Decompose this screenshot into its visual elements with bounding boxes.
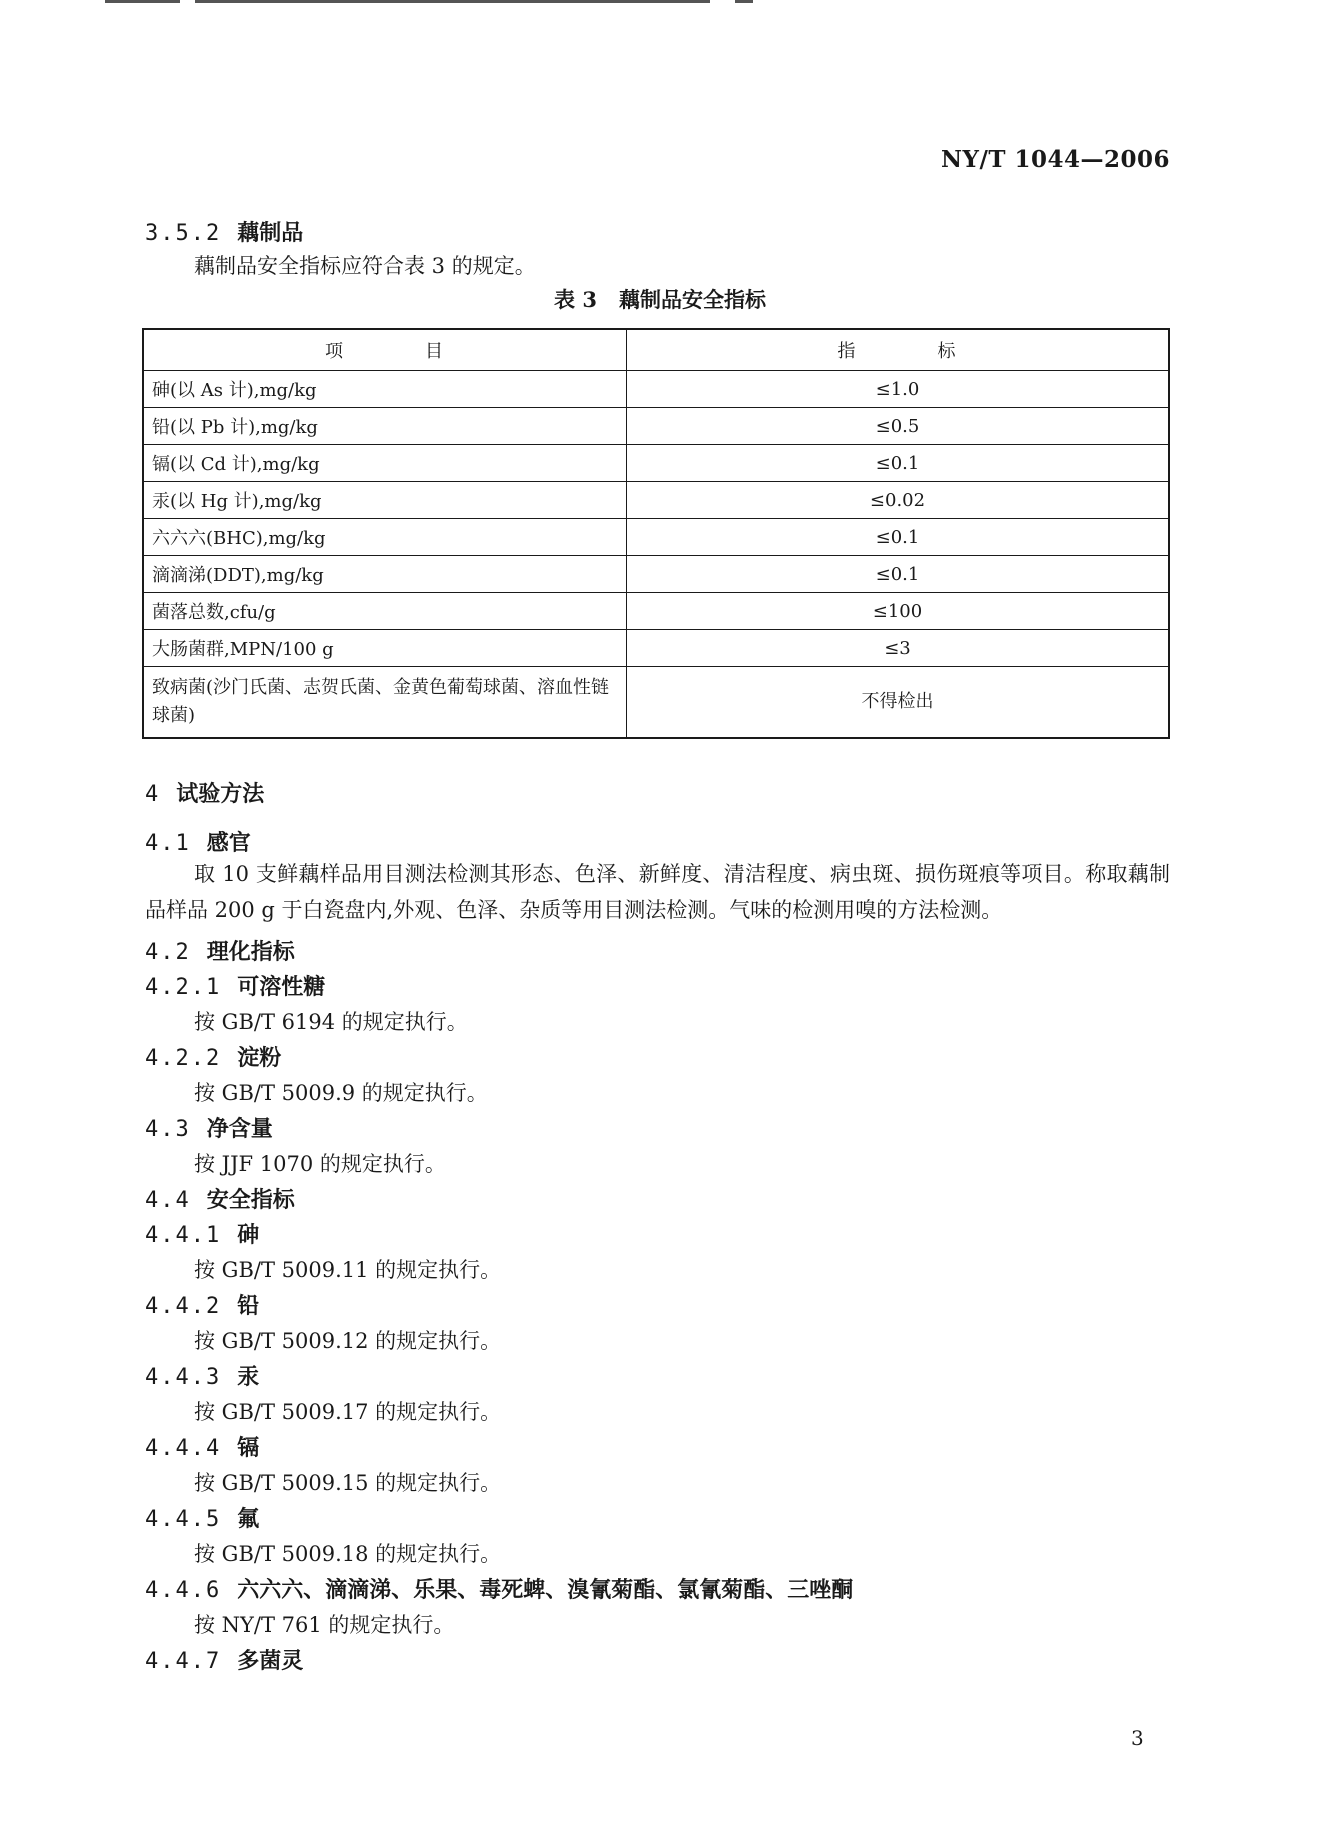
table-row xyxy=(143,593,1169,630)
section-4-4-6-heading xyxy=(145,1573,853,1604)
safety-index-table xyxy=(142,328,1170,739)
section-4-4-heading xyxy=(145,1183,295,1214)
section-title: 可溶性糖 xyxy=(237,974,326,1000)
column-header-item: 项 目 xyxy=(143,329,627,371)
section-number: 4.4.2 xyxy=(145,1294,222,1319)
section-title: 淀粉 xyxy=(237,1045,282,1071)
section-4-4-2-heading xyxy=(145,1289,259,1320)
table-cell-value: 不得检出 xyxy=(627,667,1170,739)
section-4-4-4-heading xyxy=(145,1431,259,1462)
section-4-1-heading xyxy=(145,826,251,857)
section-number: 4.4.4 xyxy=(145,1436,222,1461)
table-row xyxy=(143,445,1169,482)
section-title: 试验方法 xyxy=(176,781,265,807)
section-4-4-3-text: 按 GB/T 5009.17 的规定执行。 xyxy=(194,1400,502,1424)
column-header-index: 指 标 xyxy=(627,329,1170,371)
table-cell-item: 滴滴涕(DDT),mg/kg xyxy=(143,556,627,593)
table-row xyxy=(143,667,1169,739)
section-4-3-text: 按 JJF 1070 的规定执行。 xyxy=(194,1152,446,1176)
section-number: 4.4.3 xyxy=(145,1365,222,1390)
table-cell-value: ≤0.1 xyxy=(627,556,1170,593)
table-cell-item: 大肠菌群,MPN/100 g xyxy=(143,630,627,667)
section-title: 感官 xyxy=(206,830,251,856)
table-cell-value: ≤3 xyxy=(627,630,1170,667)
section-3-5-2-text: 藕制品安全指标应符合表 3 的规定。 xyxy=(194,254,536,278)
scan-edge-line xyxy=(195,0,710,3)
table-row xyxy=(143,519,1169,556)
section-4-heading xyxy=(145,777,264,808)
section-4-4-4-text: 按 GB/T 5009.15 的规定执行。 xyxy=(194,1471,502,1495)
table-cell-item: 砷(以 As 计),mg/kg xyxy=(143,371,627,408)
section-title: 净含量 xyxy=(206,1116,273,1142)
standard-code: NY/T 1044—2006 xyxy=(941,146,1170,173)
section-4-4-5-heading xyxy=(145,1502,259,1533)
section-number: 3.5.2 xyxy=(145,221,222,246)
scan-edge-line xyxy=(735,0,753,3)
section-3-5-2-heading xyxy=(145,216,303,247)
table-row xyxy=(143,371,1169,408)
section-number: 4.2.1 xyxy=(145,975,222,1000)
section-4-4-1-heading xyxy=(145,1218,259,1249)
section-number: 4.4.5 xyxy=(145,1507,222,1532)
table-row xyxy=(143,482,1169,519)
page-number: 3 xyxy=(1131,1726,1144,1750)
table-row xyxy=(143,556,1169,593)
table-caption xyxy=(0,284,1320,314)
section-title: 汞 xyxy=(237,1364,260,1390)
section-number: 4 xyxy=(145,782,161,807)
table-cell-value: ≤0.5 xyxy=(627,408,1170,445)
section-number: 4.2.2 xyxy=(145,1046,222,1071)
section-title: 镉 xyxy=(237,1435,260,1461)
section-4-2-heading xyxy=(145,935,295,966)
section-title: 砷 xyxy=(237,1222,260,1248)
section-title: 六六六、滴滴涕、乐果、毒死蜱、溴氰菊酯、氯氰菊酯、三唑酮 xyxy=(237,1577,854,1603)
section-4-3-heading xyxy=(145,1112,273,1143)
table-cell-item: 致病菌(沙门氏菌、志贺氏菌、金黄色葡萄球菌、溶血性链球菌) xyxy=(143,667,627,739)
table-cell-item: 铅(以 Pb 计),mg/kg xyxy=(143,408,627,445)
section-4-4-5-text: 按 GB/T 5009.18 的规定执行。 xyxy=(194,1542,502,1566)
section-number: 4.4.1 xyxy=(145,1223,222,1248)
section-4-2-1-text: 按 GB/T 6194 的规定执行。 xyxy=(194,1010,468,1034)
table-cell-item: 六六六(BHC),mg/kg xyxy=(143,519,627,556)
table-caption-number: 表 3 xyxy=(554,287,597,312)
section-4-4-7-heading xyxy=(145,1644,303,1675)
table-row xyxy=(143,408,1169,445)
table-cell-item: 镉(以 Cd 计),mg/kg xyxy=(143,445,627,482)
table-cell-value: ≤1.0 xyxy=(627,371,1170,408)
section-number: 4.4 xyxy=(145,1188,191,1213)
table-cell-value: ≤0.1 xyxy=(627,519,1170,556)
section-4-4-6-text: 按 NY/T 761 的规定执行。 xyxy=(194,1613,455,1637)
section-number: 4.2 xyxy=(145,940,191,965)
table-cell-value: ≤0.02 xyxy=(627,482,1170,519)
scan-edge-line xyxy=(105,0,180,3)
table-cell-item: 菌落总数,cfu/g xyxy=(143,593,627,630)
section-number: 4.4.7 xyxy=(145,1649,222,1674)
section-title: 多菌灵 xyxy=(237,1648,304,1674)
table-row xyxy=(143,630,1169,667)
table-cell-value: ≤0.1 xyxy=(627,445,1170,482)
table-cell-value: ≤100 xyxy=(627,593,1170,630)
section-4-4-2-text: 按 GB/T 5009.12 的规定执行。 xyxy=(194,1329,502,1353)
section-number: 4.1 xyxy=(145,831,191,856)
section-4-4-1-text: 按 GB/T 5009.11 的规定执行。 xyxy=(194,1258,502,1282)
section-number: 4.4.6 xyxy=(145,1578,222,1603)
section-title: 铅 xyxy=(237,1293,260,1319)
section-title: 安全指标 xyxy=(206,1187,295,1213)
section-4-2-2-heading xyxy=(145,1041,281,1072)
section-number: 4.3 xyxy=(145,1117,191,1142)
section-4-2-2-text: 按 GB/T 5009.9 的规定执行。 xyxy=(194,1081,488,1105)
table-cell-item: 汞(以 Hg 计),mg/kg xyxy=(143,482,627,519)
section-title: 理化指标 xyxy=(206,939,295,965)
section-4-4-3-heading xyxy=(145,1360,259,1391)
section-4-2-1-heading xyxy=(145,970,325,1001)
table-caption-title: 藕制品安全指标 xyxy=(618,287,766,312)
table-header-row xyxy=(143,329,1169,371)
section-4-1-text: 取 10 支鲜藕样品用目测法检测其形态、色泽、新鲜度、清洁程度、病虫斑、损伤斑痕等项目。称取藕制品样品 200 g 于白瓷盘内,外观、色泽、杂质等用目测法检测。气味的检测用嗅的方法检测。 xyxy=(145,862,1170,922)
section-title: 藕制品 xyxy=(237,220,304,246)
section-title: 氟 xyxy=(237,1506,260,1532)
